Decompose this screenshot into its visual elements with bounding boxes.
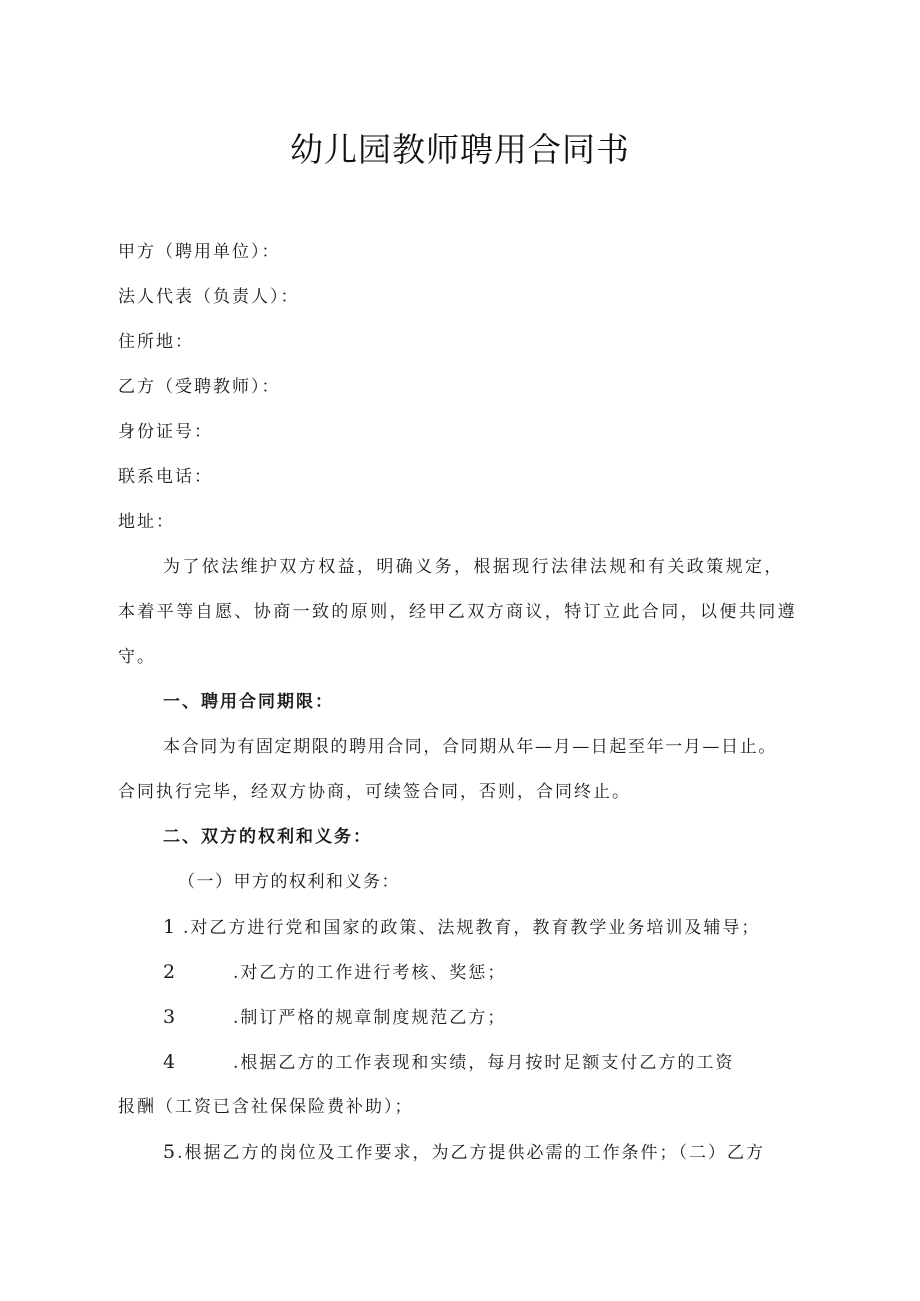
list-item-number: 2 [163,961,178,983]
list-item [163,1050,734,1075]
section-2-heading: 二、双方的权利和义务： [163,827,372,847]
list-item [163,960,506,985]
field-address-a: 住所地： [118,332,194,352]
list-item-text: .制订严格的规章制度规范乙方； [233,1008,507,1028]
field-party-a: 甲方（聘用单位）： [118,242,281,262]
document-title: 幼儿园教师聘用合同书 [290,130,630,169]
field-legal-representative: 法人代表（负责人）： [118,287,300,307]
section-1-heading: 一、聘用合同期限： [163,692,334,712]
list-item [163,1140,765,1165]
list-item-number: 5 [163,1141,178,1163]
list-item-number: 3 [163,1006,178,1028]
list-item-text: .根据乙方的工作表现和实绩，每月按时足额支付乙方的工资 [233,1053,735,1073]
field-id-number: 身份证号： [118,422,213,442]
section-1-line-1: 本合同为有固定期限的聘用合同，合同期从年—月—日起至年一月—日止。 [163,737,777,757]
field-address-b: 地址： [118,512,175,532]
field-party-b: 乙方（受聘教师）： [118,377,281,397]
list-item-number: 1 [163,916,178,938]
list-item-text: .对乙方进行党和国家的政策、法规教育，教育教学业务培训及辅导； [183,918,761,938]
list-item [163,1005,506,1030]
section-2-subheading: （一）甲方的权利和义务： [178,872,400,892]
list-item-continuation: 报酬（工资已含社保保险费补助）； [118,1097,414,1117]
list-item-number: 4 [163,1051,178,1073]
field-phone: 联系电话： [118,467,213,487]
list-item-text: .对乙方的工作进行考核、奖惩； [233,963,507,983]
preamble-line-1: 为了依法维护双方权益，明确义务，根据现行法律法规和有关政策规定， [163,557,784,577]
preamble-line-3: 守。 [118,647,156,667]
section-1-line-2: 合同执行完毕，经双方协商，可续签合同，否则，合同终止。 [118,782,631,802]
list-item-text: .根据乙方的岗位及工作要求，为乙方提供必需的工作条件；（二）乙方 [177,1143,765,1163]
preamble-line-2: 本着平等自愿、协商一致的原则，经甲乙双方商议，特订立此合同，以便共同遵 [118,602,797,622]
list-item [163,915,760,940]
